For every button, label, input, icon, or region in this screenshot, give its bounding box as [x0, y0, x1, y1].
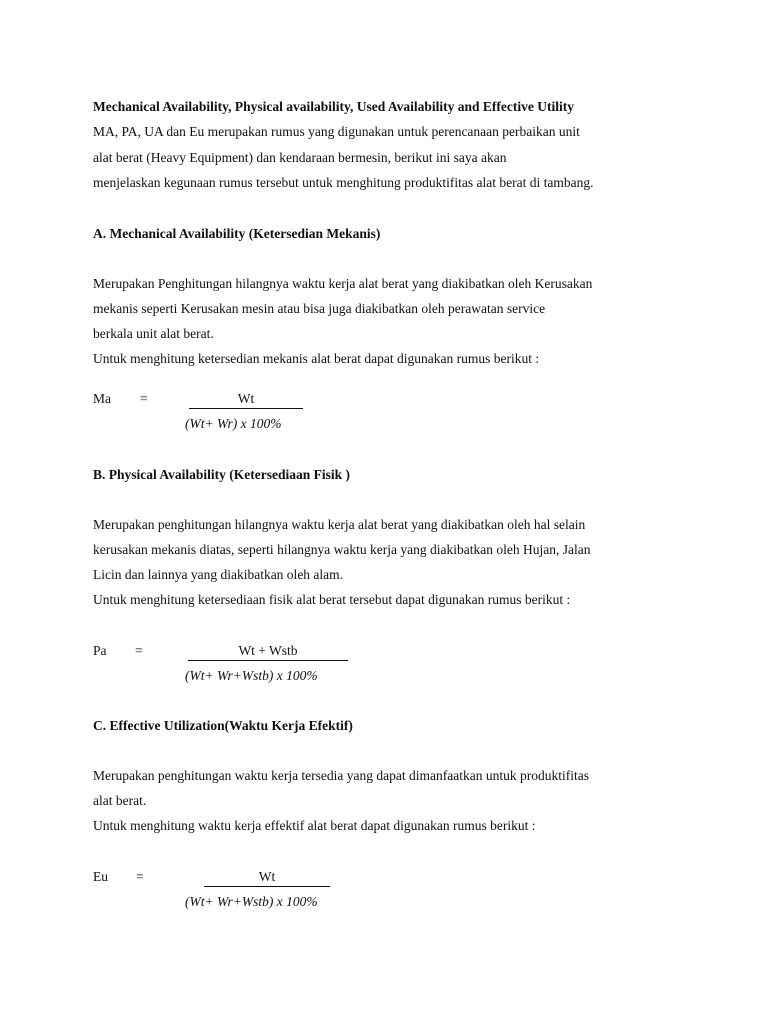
section-c-body-line: alat berat.: [93, 793, 147, 808]
formula-symbol: Eu: [93, 869, 108, 884]
intro-line: alat berat (Heavy Equipment) dan kendaraan bermesin, berikut ini saya akan: [93, 150, 507, 165]
formula-eu: [93, 869, 413, 909]
section-a-body-line: berkala unit alat berat.: [93, 326, 214, 341]
formula-numerator: Wt + Wstb: [188, 643, 348, 661]
formula-pa: [93, 643, 413, 683]
formula-equals: =: [136, 869, 144, 884]
formula-equals: =: [140, 391, 148, 406]
section-b-body-line: Licin dan lainnya yang diakibatkan oleh alam.: [93, 567, 344, 582]
intro-line: menjelaskan kegunaan rumus tersebut untuk menghitung produktifitas alat berat di tambang.: [93, 175, 594, 190]
formula-denominator: (Wt+ Wr+Wstb) x 100%: [185, 668, 318, 683]
formula-denominator: (Wt+ Wr) x 100%: [185, 416, 282, 431]
section-heading-c: C. Effective Utilization(Waktu Kerja Efektif): [93, 718, 353, 733]
section-a-body-line: mekanis seperti Kerusakan mesin atau bisa juga diakibatkan oleh perawatan service: [93, 301, 546, 316]
section-a-body-line: Merupakan Penghitungan hilangnya waktu kerja alat berat yang diakibatkan oleh Kerusakan: [93, 276, 593, 291]
section-a-body-line: Untuk menghitung ketersedian mekanis alat berat dapat digunakan rumus berikut :: [93, 351, 540, 366]
intro-line: MA, PA, UA dan Eu merupakan rumus yang digunakan untuk perencanaan perbaikan unit: [93, 124, 580, 139]
section-heading-a: A. Mechanical Availability (Ketersedian Mekanis): [93, 226, 381, 241]
formula-ma: [93, 391, 393, 431]
formula-numerator: Wt: [189, 391, 303, 409]
formula-symbol: Pa: [93, 643, 107, 658]
section-b-body-line: Merupakan penghitungan hilangnya waktu kerja alat berat yang diakibatkan oleh hal selain: [93, 517, 586, 532]
document-title: Mechanical Availability, Physical availability, Used Availability and Effective Utility: [93, 99, 575, 114]
formula-numerator: Wt: [204, 869, 330, 887]
formula-symbol: Ma: [93, 391, 111, 406]
section-heading-b: B. Physical Availability (Ketersediaan Fisik ): [93, 467, 351, 482]
formula-denominator: (Wt+ Wr+Wstb) x 100%: [185, 894, 318, 909]
section-b-body-line: kerusakan mekanis diatas, seperti hilangnya waktu kerja yang diakibatkan oleh Hujan, Jalan: [93, 542, 591, 557]
section-c-body-line: Untuk menghitung waktu kerja effektif alat berat dapat digunakan rumus berikut :: [93, 818, 536, 833]
section-b-body-line: Untuk menghitung ketersediaan fisik alat berat tersebut dapat digunakan rumus berikut :: [93, 592, 571, 607]
section-c-body-line: Merupakan penghitungan waktu kerja tersedia yang dapat dimanfaatkan untuk produktifitas: [93, 768, 589, 783]
formula-equals: =: [135, 643, 143, 658]
